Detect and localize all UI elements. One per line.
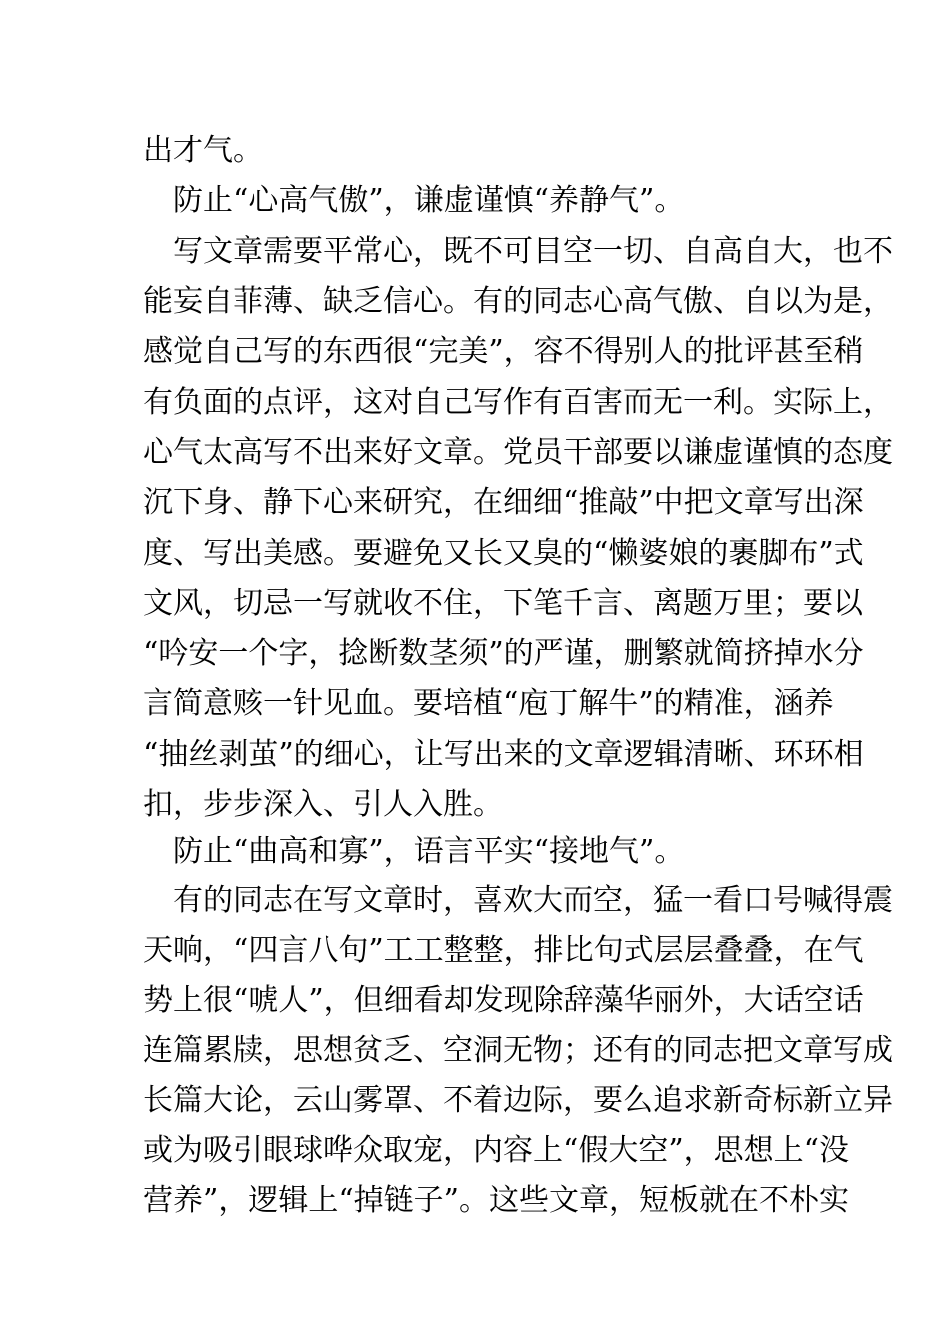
text-line: 有负面的点评，这对自己写作有百害而无一利。实际上， xyxy=(143,385,893,420)
text-line: 或为吸引眼球哗众取宠，内容上“假大空”，思想上“没 xyxy=(143,1133,850,1168)
text-line: 势上很“唬人”，但细看却发现除辞藻华丽外，大话空话 xyxy=(143,983,864,1018)
text-line: 感觉自己写的东西很“完美”，容不得别人的批评甚至稍 xyxy=(143,334,864,369)
text-line: 心气太高写不出来好文章。党员干部要以谦虚谨慎的态度 xyxy=(143,435,893,470)
text-line: 出才气。 xyxy=(143,133,263,168)
text-line: 度、写出美感。要避免又长又臭的“懒婆娘的裹脚布”式 xyxy=(143,536,864,571)
text-line: 连篇累牍，思想贫乏、空洞无物；还有的同志把文章写成 xyxy=(143,1033,893,1068)
text-line: 能妄自菲薄、缺乏信心。有的同志心高气傲、自以为是， xyxy=(143,284,893,319)
section-heading: 防止“曲高和寡”，语言平实“接地气”。 xyxy=(143,834,685,869)
text-line: 长篇大论，云山雾罩、不着边际，要么追求新奇标新立异 xyxy=(143,1083,893,1118)
section-heading: 防止“心高气傲”，谦虚谨慎“养静气”。 xyxy=(143,183,685,218)
text-line: 写文章需要平常心，既不可目空一切、自高自大，也不 xyxy=(143,234,893,269)
text-line: 扣，步步深入、引人入胜。 xyxy=(143,787,503,822)
text-line: 文风，切忌一写就收不住，下笔千言、离题万里；要以 xyxy=(143,586,863,621)
text-line: “抽丝剥茧”的细心，让写出来的文章逻辑清晰、环环相 xyxy=(143,737,864,772)
text-line: “吟安一个字，捻断数茎须”的严谨，删繁就简挤掉水分 xyxy=(143,636,864,671)
text-line: 营养”，逻辑上“掉链子”。这些文章，短板就在不朴实 xyxy=(143,1183,850,1218)
text-line: 有的同志在写文章时，喜欢大而空，猛一看口号喊得震 xyxy=(143,883,893,918)
text-line: 言简意赅一针见血。要培植“庖丁解牛”的精准，涵养 xyxy=(143,686,834,721)
text-line: 沉下身、静下心来研究，在细细“推敲”中把文章写出深 xyxy=(143,485,864,520)
text-line: 天响，“四言八句”工工整整，排比句式层层叠叠，在气 xyxy=(143,933,864,968)
